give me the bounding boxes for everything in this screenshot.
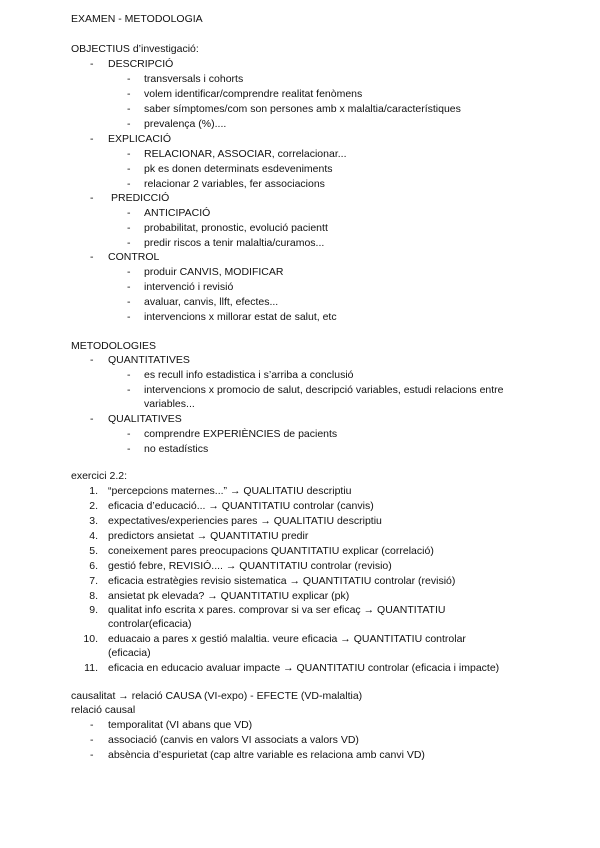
bullet-dash: - (127, 428, 131, 440)
bullet-dash: - (90, 734, 94, 746)
list-item: transversals i cohorts (144, 73, 244, 85)
numbered-item: expectatives/experiencies pares → QUALITATIU descriptiu (108, 515, 382, 527)
bullet-dash: - (127, 163, 131, 175)
list-item: intervencions x promocio de salut, descripció variables, estudi relacions entre (144, 384, 504, 396)
section-label-qualitatives: QUALITATIVES (108, 413, 182, 425)
bullet-dash: - (127, 207, 131, 219)
bullet-dash: - (127, 443, 131, 455)
section-label-control: CONTROL (108, 251, 160, 263)
item-number: 11. (84, 662, 98, 674)
list-item: saber símptomes/com son persones amb x malaltia/característiques (144, 103, 461, 115)
item-number: 1. (89, 485, 98, 497)
list-item: es recull info estadistica i s’arriba a conclusió (144, 369, 354, 381)
bullet-dash: - (127, 281, 131, 293)
list-item: intervenció i revisió (144, 281, 234, 293)
bullet-dash: - (90, 749, 94, 761)
bullet-dash: - (90, 58, 94, 70)
numbered-item: eduacaio a pares x gestió malaltia. veure eficacia → QUANTITATIU controlar (108, 633, 466, 645)
numbered-item-continuation: (eficacia) (108, 647, 151, 659)
section-label-prediccio: PREDICCIÓ (111, 192, 170, 204)
bullet-dash: - (90, 192, 94, 204)
item-number: 2. (89, 500, 98, 512)
page-title: EXAMEN - METODOLOGIA (71, 13, 203, 25)
list-item: pk es donen determinats esdeveniments (144, 163, 333, 175)
bullet-dash: - (127, 103, 131, 115)
numbered-item: eficacia en educacio avaluar impacte → QUANTITATIU controlar (eficacia i impacte) (108, 662, 500, 674)
causalitat-subheading: relació causal (71, 704, 136, 716)
list-item: ANTICIPACIÓ (144, 207, 211, 219)
item-number: 7. (89, 575, 98, 587)
list-item: comprendre EXPERIÈNCIES de pacients (144, 428, 338, 440)
list-item: predir riscos a tenir malaltia/curamos... (144, 237, 325, 249)
numbered-item: eficacia estratègies revisio sistematica → QUANTITATIU controlar (revisió) (108, 575, 456, 587)
numbered-item: predictors ansietat → QUANTITATIU predir (108, 530, 309, 542)
metodologies-heading: METODOLOGIES (71, 340, 156, 352)
numbered-item: coneixement pares preocupacions QUANTITATIU explicar (correlació) (108, 545, 434, 557)
list-item-continuation: variables... (144, 398, 195, 410)
list-item: temporalitat (VI abans que VD) (108, 719, 253, 731)
section-label-quantitatives: QUANTITATIVES (108, 354, 190, 366)
bullet-dash: - (127, 369, 131, 381)
bullet-dash: - (127, 266, 131, 278)
numbered-item-continuation: controlar(eficacia) (108, 618, 192, 630)
list-item: intervencions x millorar estat de salut, etc (144, 311, 337, 323)
bullet-dash: - (127, 118, 131, 130)
section-label-explicacio: EXPLICACIÓ (108, 133, 172, 145)
bullet-dash: - (127, 73, 131, 85)
list-item: no estadístics (144, 443, 209, 455)
list-item: relacionar 2 variables, fer associacions (144, 178, 325, 190)
causalitat-line: causalitat → relació CAUSA (VI-expo) - EFECTE (VD-malaltia) (71, 690, 363, 702)
item-number: 6. (89, 560, 98, 572)
list-item: volem identificar/comprendre realitat fenòmens (144, 88, 363, 100)
numbered-item: ansietat pk elevada? → QUANTITATIU explicar (pk) (108, 590, 350, 602)
list-item: avaluar, canvis, llft, efectes... (144, 296, 279, 308)
bullet-dash: - (127, 88, 131, 100)
item-number: 5. (89, 545, 98, 557)
item-number: 8. (89, 590, 98, 602)
bullet-dash: - (127, 384, 131, 396)
objectius-heading: OBJECTIUS d’investigació: (71, 43, 199, 55)
bullet-dash: - (90, 251, 94, 263)
bullet-dash: - (90, 133, 94, 145)
bullet-dash: - (127, 296, 131, 308)
bullet-dash: - (127, 311, 131, 323)
list-item: RELACIONAR, ASSOCIAR, correlacionar... (144, 148, 347, 160)
item-number: 4. (89, 530, 98, 542)
numbered-item: “percepcions maternes...” → QUALITATIU descriptiu (108, 485, 352, 497)
bullet-dash: - (127, 148, 131, 160)
list-item: absència d’espurietat (cap altre variable es relaciona amb canvi VD) (108, 749, 425, 761)
item-number: 3. (89, 515, 98, 527)
bullet-dash: - (127, 222, 131, 234)
item-number: 10. (83, 633, 98, 645)
list-item: prevalença (%).... (144, 118, 227, 130)
bullet-dash: - (90, 719, 94, 731)
list-item: probabilitat, pronostic, evolució pacientt (144, 222, 328, 234)
section-label-descripcio: DESCRIPCIÓ (108, 58, 174, 70)
bullet-dash: - (127, 237, 131, 249)
exercici-heading: exercici 2.2: (71, 470, 128, 482)
item-number: 9. (89, 604, 98, 616)
numbered-item: qualitat info escrita x pares. comprovar si va ser eficaç → QUANTITATIU (108, 604, 446, 616)
numbered-item: gestió febre, REVISIÓ.... → QUANTITATIU controlar (revisio) (108, 560, 392, 572)
list-item: associació (canvis en valors VI associats a valors VD) (108, 734, 359, 746)
bullet-dash: - (90, 354, 94, 366)
bullet-dash: - (127, 178, 131, 190)
list-item: produir CANVIS, MODIFICAR (144, 266, 284, 278)
bullet-dash: - (90, 413, 94, 425)
numbered-item: eficacia d’educació... → QUANTITATIU controlar (canvis) (108, 500, 374, 512)
